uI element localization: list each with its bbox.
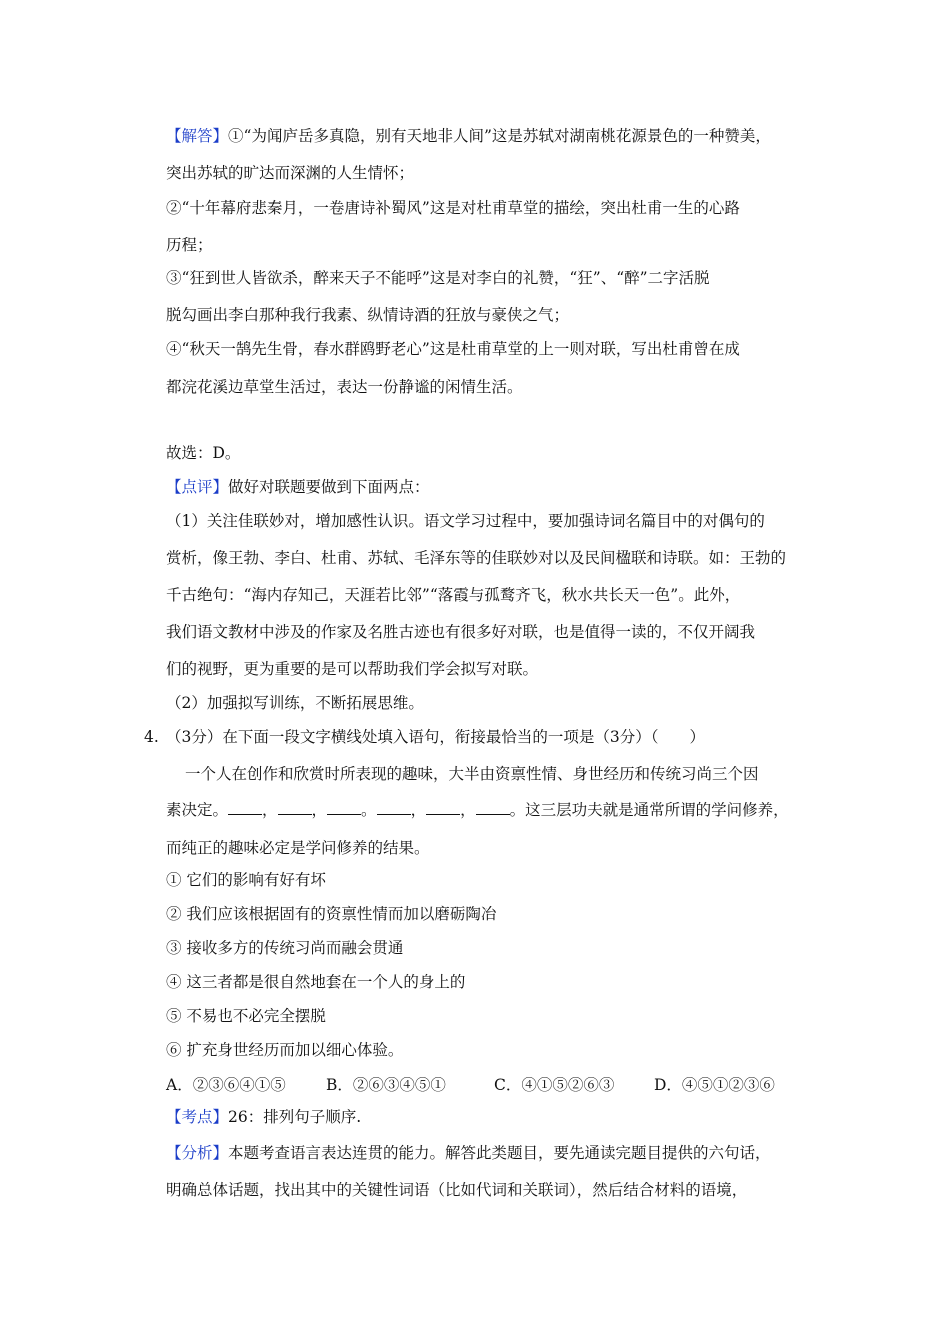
option-d[interactable]: D．④⑤①②③⑥: [654, 1076, 775, 1094]
question-item-2: ② 我们应该根据固有的资禀性情而加以磨砺陶冶: [166, 905, 497, 923]
answer-line-7: ④“秋天一鹄先生骨，春水群鸥野老心”这是杜甫草堂的上一则对联，写出杜甫曾在成: [166, 340, 740, 358]
answer-line-2: 突出苏轼的旷达而深渊的人生情怀；: [166, 164, 415, 182]
kaodian-line: 【考点】26：排列句子顺序.: [166, 1108, 362, 1126]
blank-4: [377, 800, 411, 815]
analysis-tag: 【分析】: [166, 1144, 229, 1162]
answer-tag: 【解答】: [166, 127, 229, 145]
question-item-5: ⑤ 不易也不必完全摆脱: [166, 1007, 326, 1025]
kaodian-tag: 【考点】: [166, 1108, 229, 1126]
answer-line-8: 都浣花溪边草堂生活过，表达一份静谧的闲情生活。: [166, 378, 523, 396]
analysis-line-1: 【分析】本题考查语言表达连贯的能力。解答此类题目，要先通读完题目提供的六句话，: [166, 1144, 771, 1162]
blank-6: [476, 800, 510, 815]
question-item-4: ④ 这三者都是很自然地套在一个人的身上的: [166, 973, 466, 991]
answer-line-5: ③“狂到世人皆欲杀，醉来天子不能呼”这是对李白的礼赞，“狂”、“醉”二字活脱: [166, 269, 710, 287]
question-paragraph-2: 素决定。 ， ， 。 ， ， 。这三层功夫就是通常所谓的学问修养，: [166, 801, 789, 819]
comment-line-2: 赏析，像王勃、李白、杜甫、苏轼、毛泽东等的佳联妙对以及民间楹联和诗联。如：王勃的: [166, 549, 787, 567]
comment-intro: 【点评】做好对联题要做到下面两点：: [166, 478, 430, 496]
answer-line-6: 脱勾画出李白那种我行我素、纵情诗酒的狂放与豪侠之气；: [166, 306, 570, 324]
question-item-1: ① 它们的影响有好有坏: [166, 871, 326, 889]
analysis-line-2: 明确总体话题，找出其中的关键性词语（比如代词和关联词），然后结合材料的语境，: [166, 1181, 748, 1199]
comment-line-5: 们的视野，更为重要的是可以帮助我们学会拟写对联。: [166, 660, 539, 678]
comment-line-3: 千古绝句：“海内存知己，天涯若比邻”“落霞与孤鹜齐飞，秋水共长天一色”。此外，: [166, 586, 741, 604]
option-a[interactable]: A．②③⑥④①⑤: [166, 1076, 286, 1094]
question-stem: （3分）在下面一段文字横线处填入语句，衔接最恰当的一项是（3分）（ ）: [166, 728, 705, 746]
answer-line-1: [166, 126, 771, 146]
question-item-3: ③ 接收多方的传统习尚而融会贯通: [166, 939, 404, 957]
comment-tag: 【点评】: [166, 478, 229, 496]
blank-3: [327, 800, 361, 815]
blank-1: [228, 800, 262, 815]
option-b[interactable]: B．②⑥③④⑤①: [326, 1076, 446, 1094]
question-paragraph-3: 而纯正的趣味必定是学问修养的结果。: [166, 839, 430, 857]
blank-2: [278, 800, 312, 815]
blank-5: [426, 800, 460, 815]
answer-choice: 故选：D。: [166, 444, 241, 462]
comment-line-1: （1）关注佳联妙对，增加感性认识。语文学习过程中，要加强诗词名篇目中的对偶句的: [166, 512, 765, 530]
question-number: 4.: [144, 728, 159, 746]
question-item-6: ⑥ 扩充身世经历而加以细心体验。: [166, 1041, 404, 1059]
answer-line-3: ②“十年幕府悲秦月，一卷唐诗补蜀风”这是对杜甫草堂的描绘，突出杜甫一生的心路: [166, 199, 740, 217]
answer-text: ①“为闻庐岳多真隐，别有天地非人间”这是苏轼对湖南桃花源景色的一种赞美，: [228, 127, 771, 145]
question-paragraph-1: 一个人在创作和欣赏时所表现的趣味，大半由资禀性情、身世经历和传统习尚三个因: [185, 765, 759, 783]
comment-line-4: 我们语文教材中涉及的作家及名胜古迹也有很多好对联，也是值得一读的，不仅开阔我: [166, 623, 756, 641]
answer-line-4: 历程；: [166, 236, 213, 254]
comment-line-6: （2）加强拟写训练，不断拓展思维。: [166, 694, 424, 712]
option-c[interactable]: C．④①⑤②⑥③: [494, 1076, 615, 1094]
